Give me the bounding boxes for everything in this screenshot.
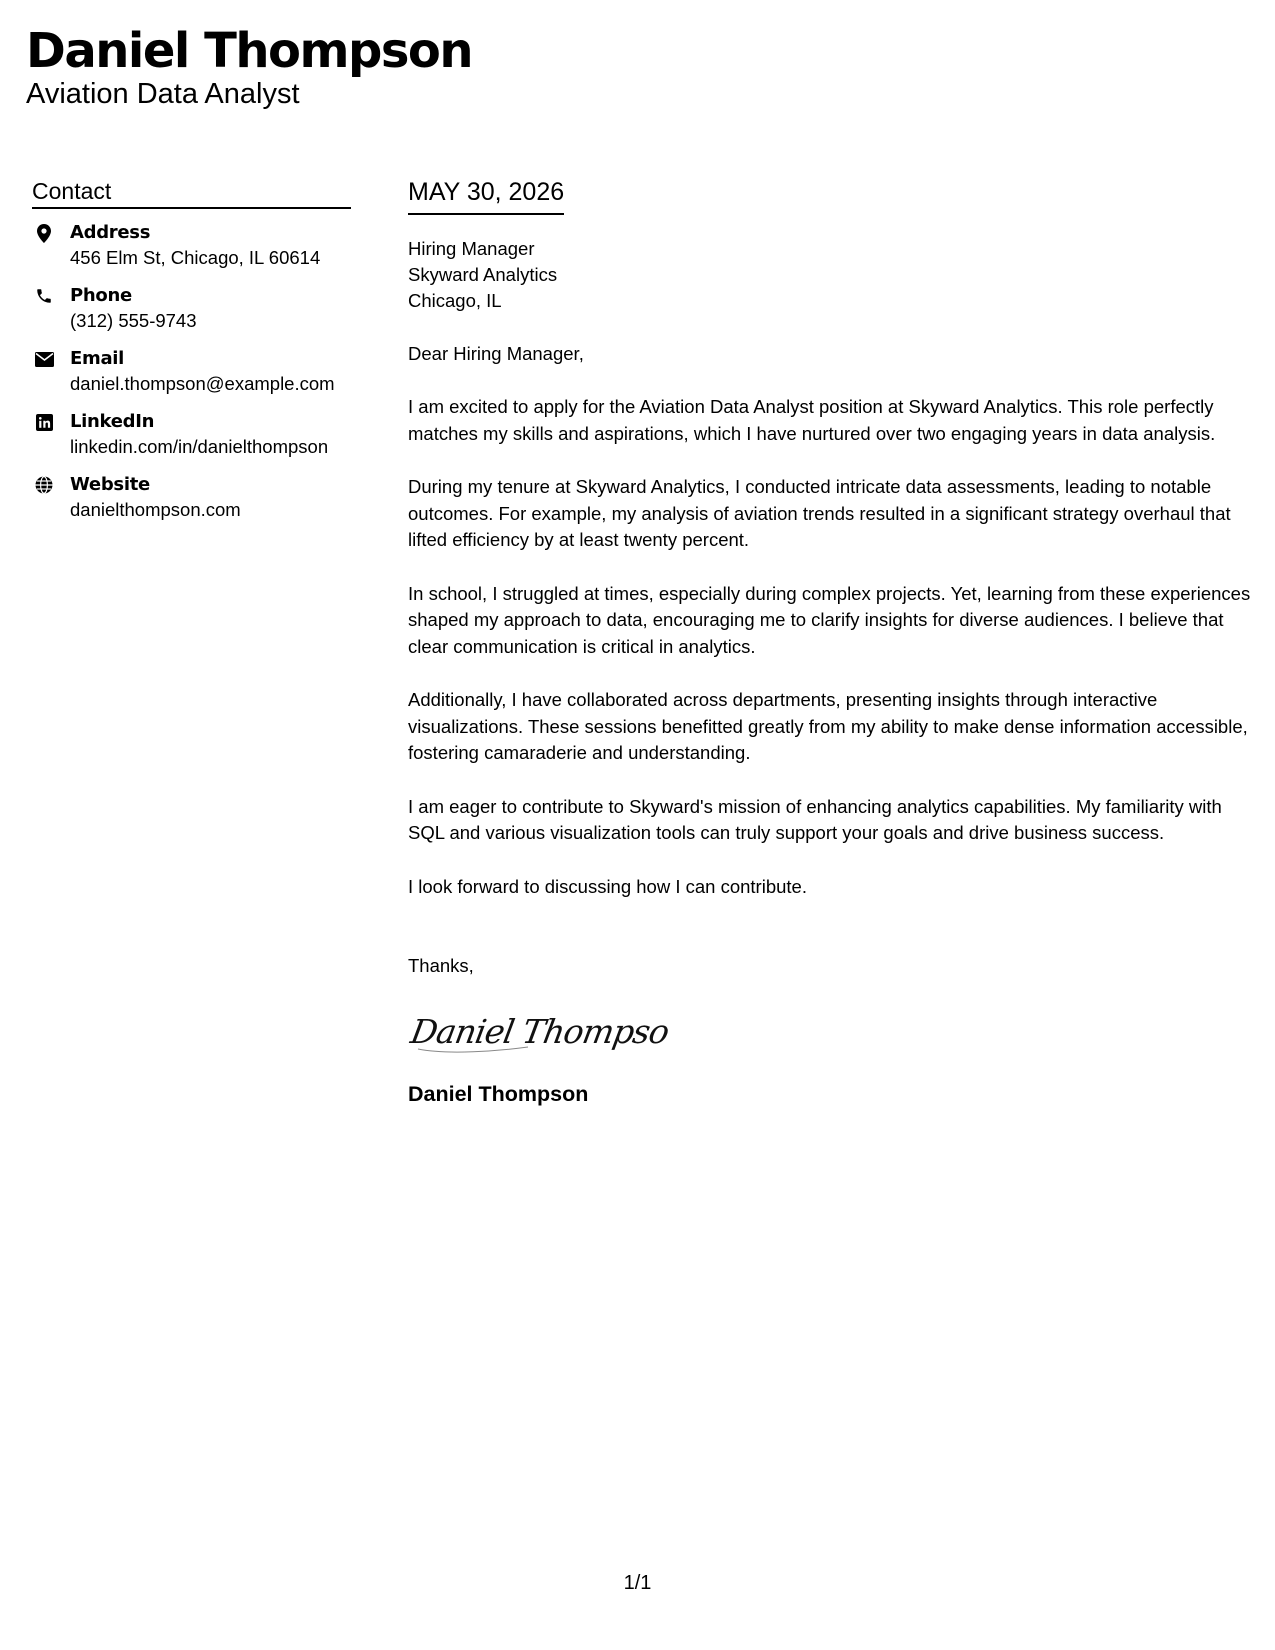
letter-paragraph: In school, I struggled at times, especially during complex projects. Yet, learning from these experiences shaped my approach to data, encouraging me to clarify insights for diverse audiences. I believe that clear communication is critical in analytics. xyxy=(408,582,1251,657)
recipient-line: Chicago, IL xyxy=(408,290,502,311)
contact-sidebar xyxy=(32,176,351,536)
letter-body xyxy=(408,176,1253,1108)
letter-paragraph: During my tenure at Skyward Analytics, I conducted intricate data assessments, leading to notable outcomes. For example, my analysis of aviation trends resulted in a significant strategy overhaul that lifted efficiency by at least twenty percent. xyxy=(408,476,1231,550)
recipient-line: Skyward Analytics xyxy=(408,264,558,285)
website-value[interactable]: danielthompson.com xyxy=(70,499,241,520)
email-value[interactable]: daniel.thompson@example.com xyxy=(70,373,335,394)
envelope-icon xyxy=(34,349,54,369)
job-title: Aviation Data Analyst xyxy=(26,78,300,110)
contact-label: LinkedIn xyxy=(70,411,155,432)
letter-paragraph: I am excited to apply for the Aviation Data Analyst position at Skyward Analytics. This role perfectly matches my skills and aspirations, which I have nurtured over two engaging years in data analysis. xyxy=(408,396,1216,444)
contact-label: Email xyxy=(70,348,125,369)
resume-header xyxy=(26,22,472,110)
address-value: 456 Elm St, Chicago, IL 60614 xyxy=(70,247,321,268)
contact-item-address xyxy=(32,221,351,284)
contact-item-website xyxy=(32,473,351,536)
page-number: 1/1 xyxy=(623,1572,652,1594)
letter-paragraph: I look forward to discussing how I can contribute. xyxy=(408,875,807,897)
map-pin-icon xyxy=(34,223,54,243)
svg-text:Daniel Thompson: Daniel Thompson xyxy=(408,1012,668,1051)
signature-image xyxy=(408,1005,668,1061)
salutation: Dear Hiring Manager, xyxy=(408,343,584,364)
recipient-line: Hiring Manager xyxy=(408,238,535,259)
recipient-block xyxy=(408,236,1253,314)
letter-paragraph: I am eager to contribute to Skyward's mission of enhancing analytics capabilities. My familiarity with SQL and various visualization tools can truly support your goals and drive business success. xyxy=(408,795,1222,843)
contact-label: Phone xyxy=(70,285,132,306)
letter-date: MAY 30, 2026 xyxy=(408,176,564,215)
linkedin-value[interactable]: linkedin.com/in/danielthompson xyxy=(70,436,329,457)
contact-heading: Contact xyxy=(32,176,351,209)
closing: Thanks, xyxy=(408,955,474,976)
contact-label: Website xyxy=(70,474,150,495)
phone-value: (312) 555-9743 xyxy=(70,310,197,331)
phone-icon xyxy=(34,286,54,306)
contact-item-linkedin xyxy=(32,410,351,473)
letter-paragraph: Additionally, I have collaborated across departments, presenting insights through interactive visualizations. These sessions benefitted greatly from my ability to make dense information accessible, fostering camaraderie and understanding. xyxy=(408,689,1248,763)
contact-label: Address xyxy=(70,222,151,243)
globe-icon xyxy=(34,475,54,495)
contact-item-email xyxy=(32,347,351,410)
applicant-name: Daniel Thompson xyxy=(26,23,473,79)
linkedin-icon xyxy=(34,412,54,432)
contact-item-phone xyxy=(32,284,351,347)
signer-name: Daniel Thompson xyxy=(408,1082,589,1106)
